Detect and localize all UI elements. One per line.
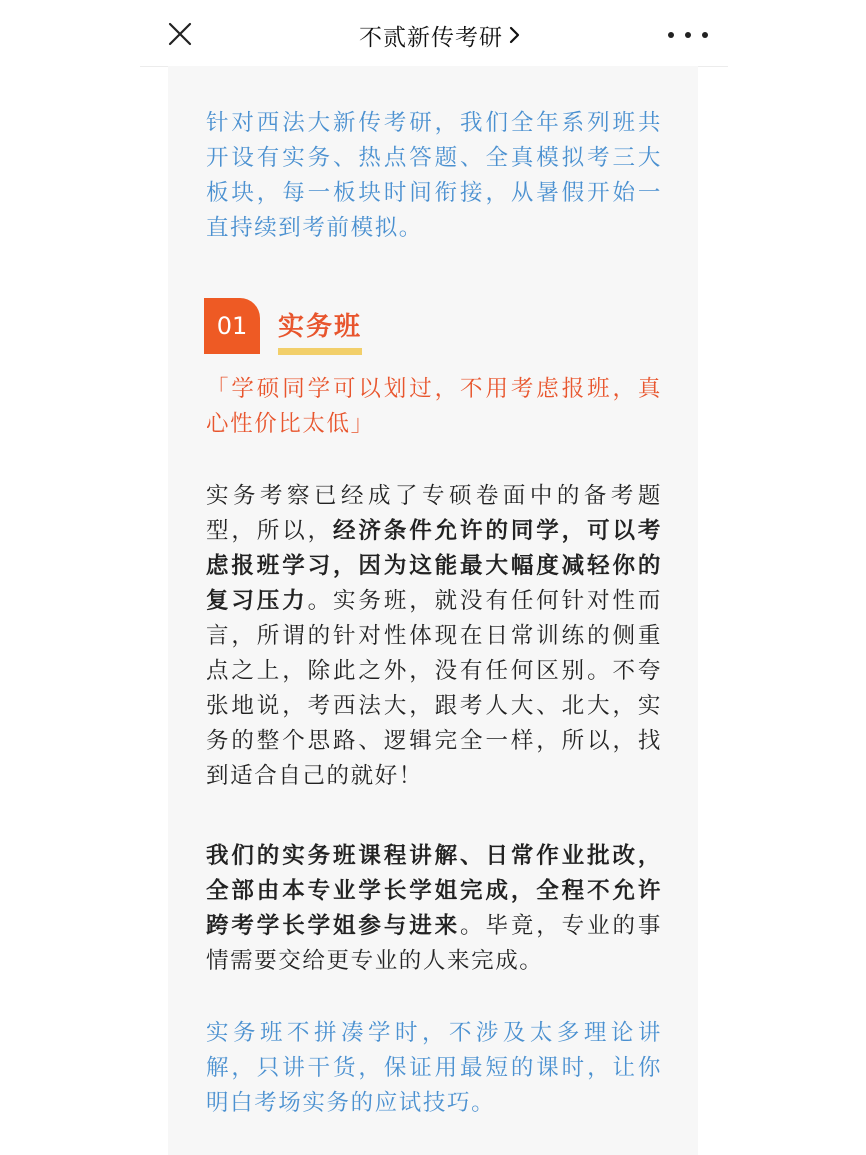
section-number-badge: 01: [204, 298, 260, 354]
top-nav-bar: [0, 0, 866, 66]
body-text: 。毕竟，专业的事情需要交给更专业的人来完成。: [206, 913, 662, 974]
section-title: 实务班: [278, 312, 363, 342]
more-icon: [668, 32, 674, 38]
body-bold-text: 经济条件允许的同学，可以考虑报班学习，因为这能最大幅度减轻你的复习压力: [206, 518, 662, 614]
more-button[interactable]: [668, 24, 708, 46]
body-text: 。实务班，就没有任何针对性而言，所谓的针对性体现在日常训练的侧重点之上，除此之外，没有任何区别。不夸张地说，考西法大，跟考人大、北大，实务的整个思路、逻辑完全一样，所以，找到适合自己的就好！: [206, 588, 662, 789]
close-icon: [164, 18, 196, 50]
more-icon-dot: [685, 32, 691, 38]
intro-paragraph: 针对西法大新传考研，我们全年系列班共开设有实务、热点答题、全真模拟考三大板块，每一板块时间衔接，从暑假开始一直持续到考前模拟。: [206, 110, 662, 241]
closing-paragraph: 实务班不拼凑学时，不涉及太多理论讲解，只讲干货，保证用最短的课时，让你明白考场实务的应试技巧。: [206, 1020, 662, 1116]
section-quote: 「学硕同学可以划过，不用考虑报班，真心性价比太低」: [206, 376, 662, 437]
body-paragraph-1: [206, 479, 662, 794]
close-button[interactable]: [164, 18, 196, 50]
body-bold-text: 我们的实务班课程讲解、日常作业批改，全部由本专业学长学姐完成，全程不允许跨考学长学姐参与进来: [206, 843, 662, 939]
chevron-right-icon: [509, 25, 521, 45]
page-title: 不贰新传考研: [359, 24, 503, 51]
more-icon-dot: [702, 32, 708, 38]
body-text: 实务考察已经成了专硕卷面中的备考题型，所以，: [206, 483, 662, 544]
body-paragraph-2: [206, 839, 662, 979]
account-title-link[interactable]: [330, 18, 550, 52]
section-title-underline: [278, 348, 362, 355]
article-content: [168, 66, 698, 1155]
